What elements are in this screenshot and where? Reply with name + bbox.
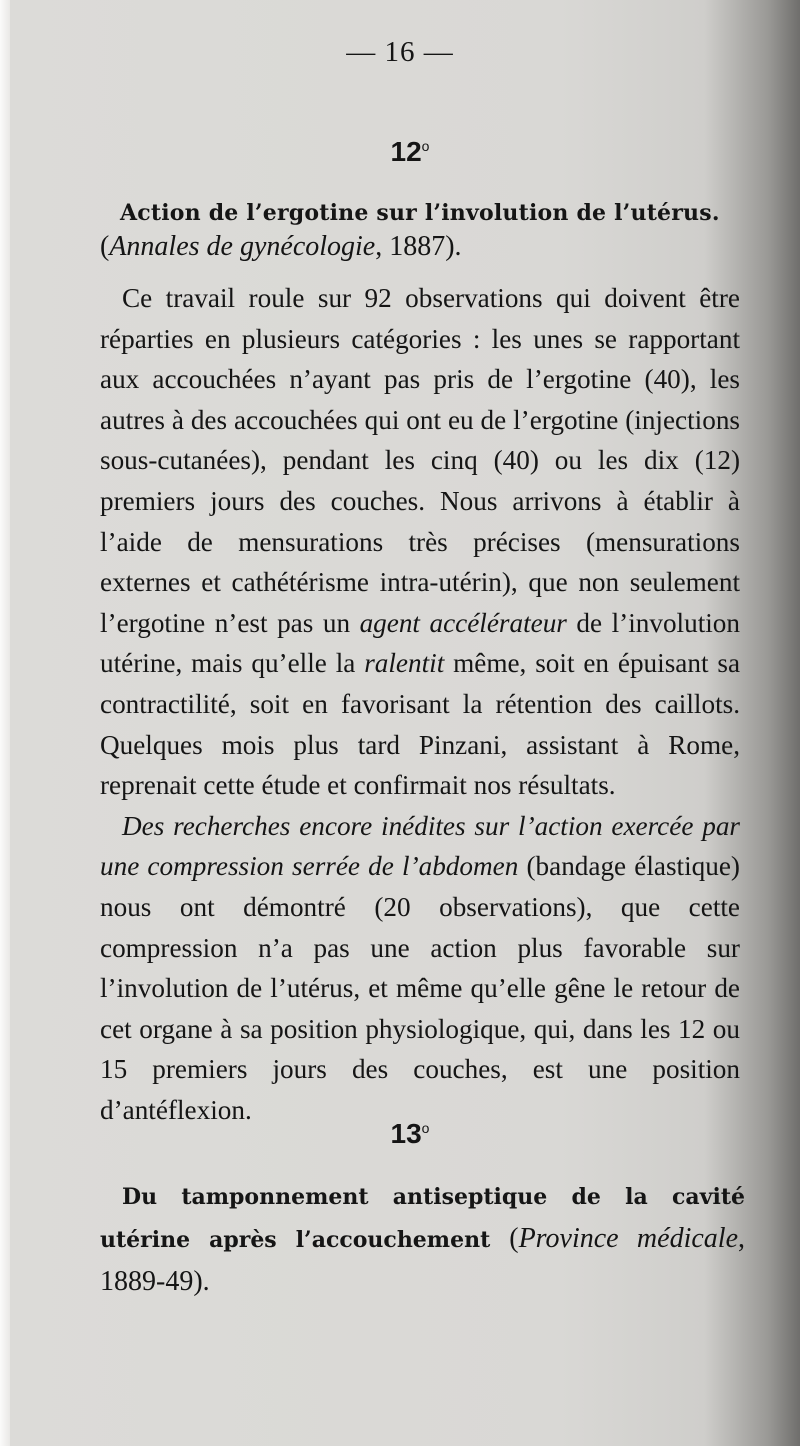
section-number-sup: o bbox=[421, 138, 430, 154]
citation-year: , 1887). bbox=[375, 231, 462, 262]
section-title-text: Du tamponnement antiseptique de la cavité utérine après l’accouchement bbox=[100, 1184, 745, 1253]
section-number-sup: o bbox=[421, 1120, 430, 1136]
paragraph-emphasis: ralentit bbox=[364, 648, 445, 679]
page-gutter-edge bbox=[0, 0, 10, 1446]
section-number-text: 12 bbox=[390, 136, 422, 167]
section-number-12 bbox=[0, 136, 800, 168]
section-citation-12-row bbox=[100, 226, 760, 269]
section-citation: (Province médicale, 1889-49). bbox=[100, 1223, 745, 1297]
paragraph-text: (bandage élastique) nous ont démontré (20 observations), que cette compression n’a pas une action plus favorable sur l’involution de l’utérus, et même qu’elle gêne le retour de cet organe à sa position physiologique, qui, dans les 12 ou 15 premiers jours des couches, est une position d’antéflexion. bbox=[100, 851, 740, 1125]
page-number: — 16 — bbox=[346, 36, 454, 68]
section-body-12 bbox=[100, 278, 740, 1130]
paragraph-emphasis: agent accélérateur bbox=[359, 607, 567, 638]
citation-year: , 1889-49). bbox=[100, 1223, 745, 1297]
paragraph-text: de l’involution utérine, mais qu’elle la bbox=[100, 607, 740, 679]
section-number-13 bbox=[0, 1118, 800, 1150]
paragraph-1 bbox=[100, 278, 740, 806]
section-title-text: Action de l’ergotine sur l’involution de l’utérus. bbox=[120, 200, 720, 226]
paragraph-2 bbox=[100, 806, 740, 1131]
section-number-text: 13 bbox=[390, 1118, 422, 1149]
citation-journal: Annales de gynécologie bbox=[109, 231, 376, 262]
section-title-13 bbox=[100, 1177, 745, 1304]
paragraph-emphasis: Des recherches encore inédites sur l’action exercée par une compression serrée de l’abdomen bbox=[100, 810, 740, 882]
section-citation: (Annales de gynécologie, 1887). bbox=[100, 231, 462, 262]
citation-journal: Province médicale bbox=[518, 1223, 738, 1254]
paragraph-text: même, soit en épuisant sa contractilité, soit en favorisant la rétention des caillots. Quelques mois plus tard Pinzani, assistant à Rome, reprenait cette étude et confirmait nos résultats. bbox=[100, 648, 741, 801]
paragraph-text: Ce travail roule sur 92 observations qui doivent être réparties en plusieurs catégories : les unes se rapportant aux accouchées n’ayant pas pris de l’ergotine (40), les autres à des accouchées qui ont eu de l’ergotine (injections sous-cutanées), pendant les cinq (40) ou les dix (12) premiers jours des couches. Nous arrivons à établir à l’aide de mensurations très précises (mensurations externes et cathétérisme intra-utérin), que non seulement l’ergotine n’est pas un bbox=[100, 283, 740, 638]
